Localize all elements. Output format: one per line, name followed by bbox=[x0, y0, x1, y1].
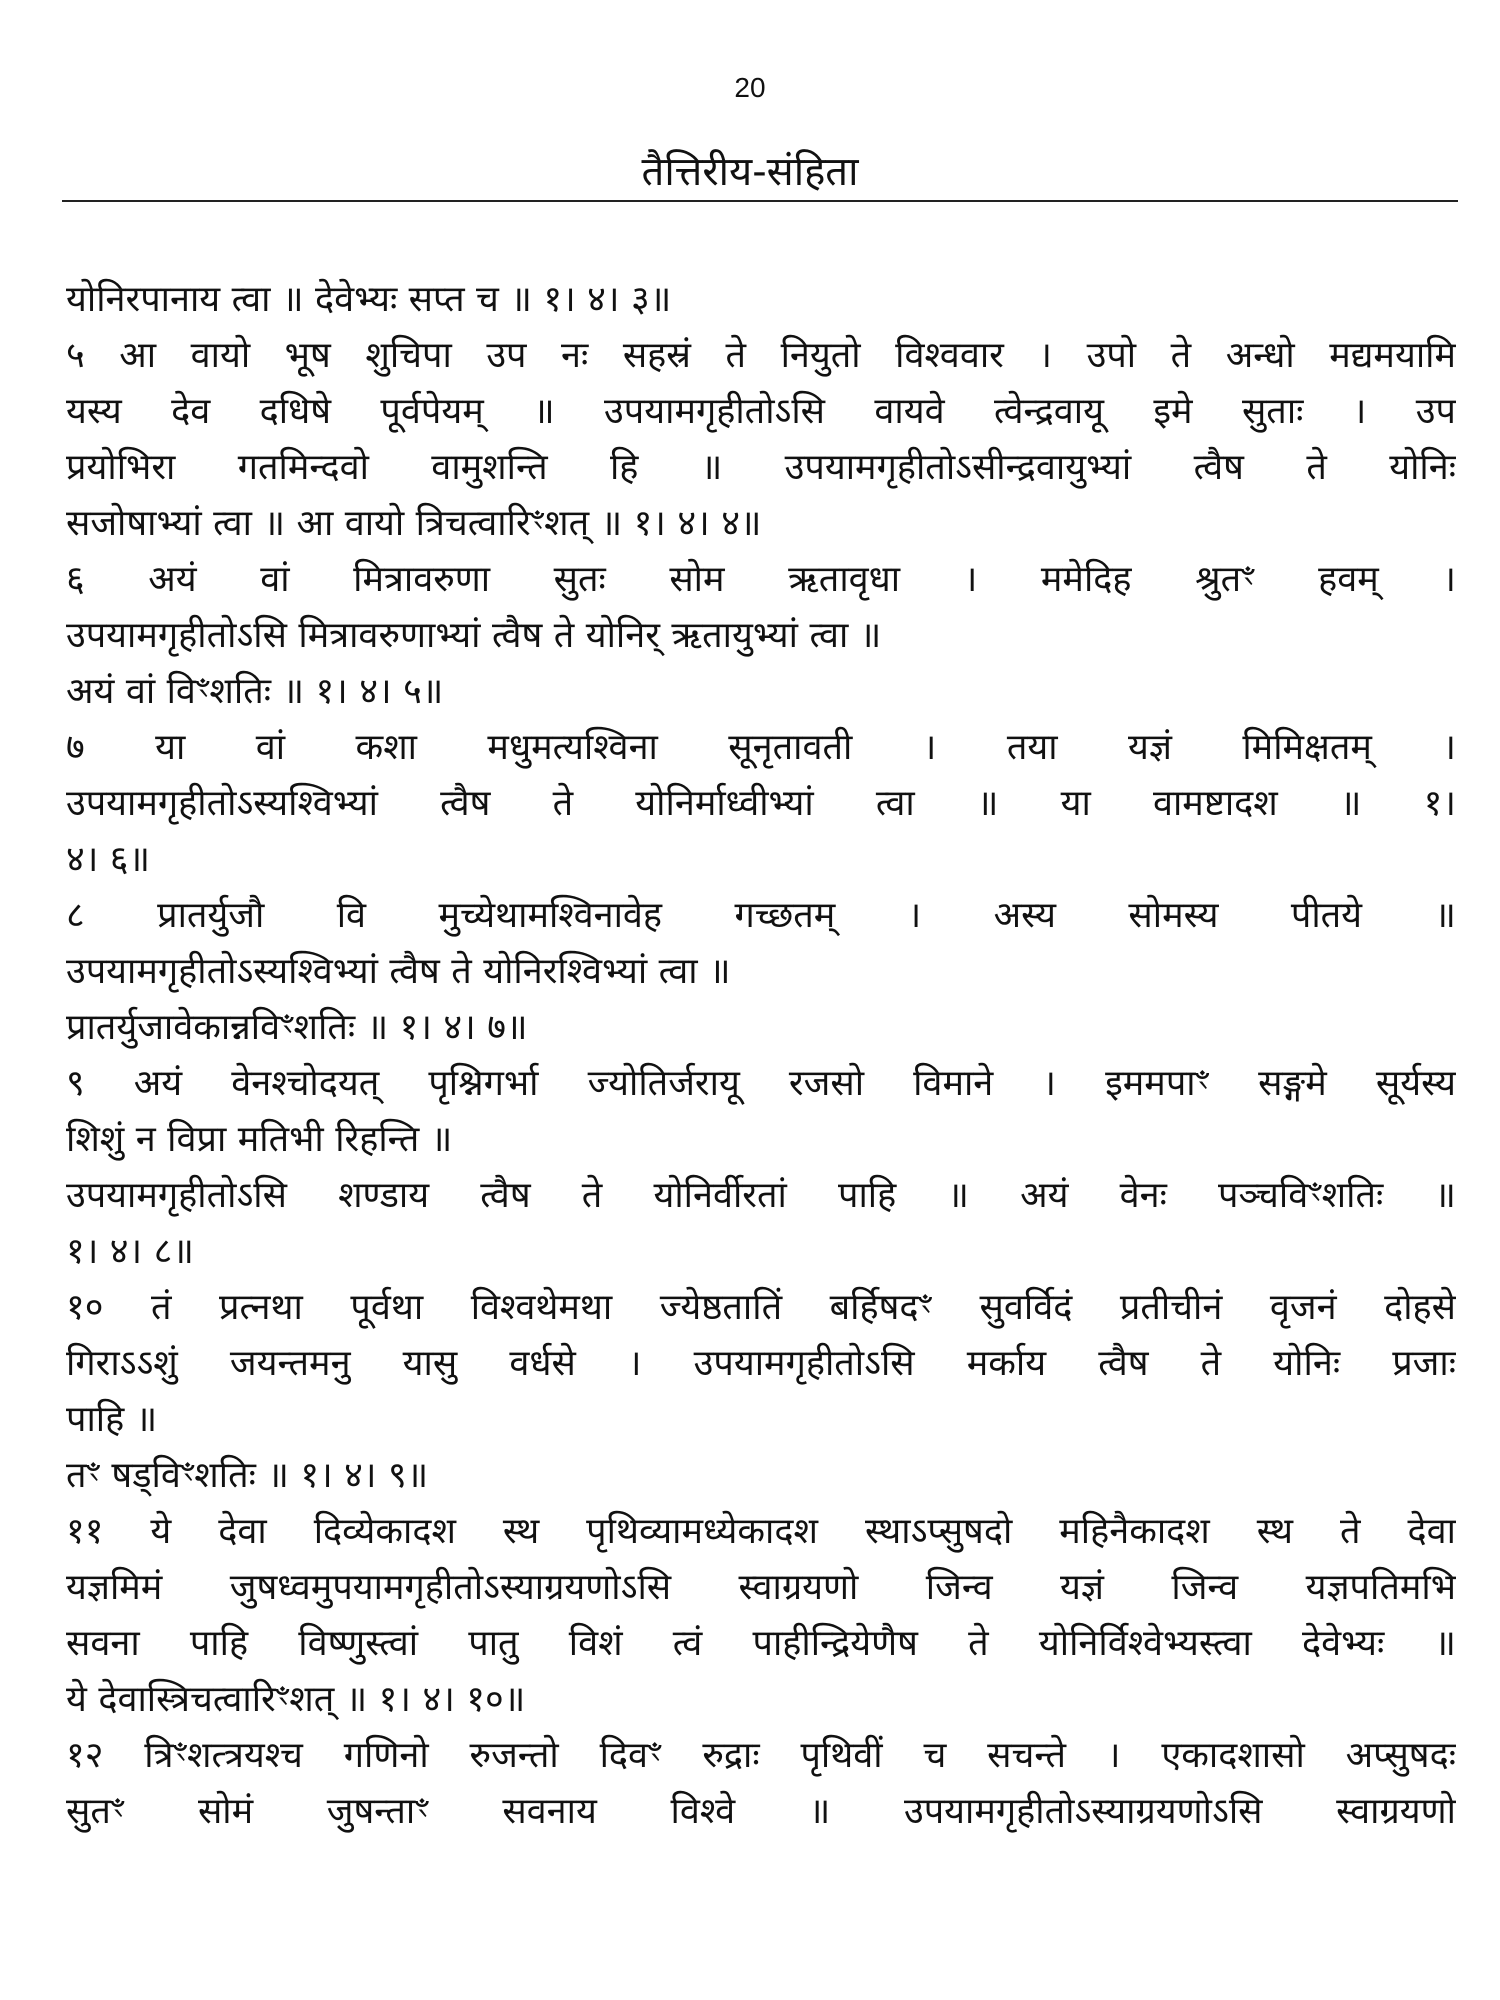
text-line: तꣳ षड्विꣳशतिः ॥ १। ४। ९॥ bbox=[66, 1455, 429, 1496]
text-line: १२ त्रिꣳशत्त्रयश्च गणिनो रुजन्तो दिवꣳ रुद्राः पृथिवीं च सचन्ते । एकादशासो अप्सुषदः bbox=[66, 1735, 1456, 1776]
text-line: १० तं प्रत्नथा पूर्वथा विश्वथेमथा ज्येष्ठतातिं बर्हिषदꣳ सुवर्विदं प्रतीचीनं वृजनं दोहसे bbox=[66, 1287, 1456, 1328]
text-line: ५ आ वायो भूष शुचिपा उप नः सहस्रं ते नियुतो विश्ववार । उपो ते अन्धो मद्यमयामि bbox=[66, 335, 1456, 376]
page-title: तैत्तिरीय-संहिता bbox=[641, 149, 859, 195]
text-line: अयं वां विꣳशतिः ॥ १। ४। ५॥ bbox=[66, 671, 444, 712]
text-line: ११ ये देवा दिव्येकादश स्थ पृथिव्यामध्येकादश स्थाऽप्सुषदो महिनैकादश स्थ ते देवा bbox=[66, 1511, 1456, 1552]
page-number: 20 bbox=[734, 72, 766, 103]
text-line: ९ अयं वेनश्चोदयत् पृश्निगर्भा ज्योतिर्जरायू रजसो विमाने । इममपाꣳ सङ्गमे सूर्यस्य bbox=[66, 1063, 1456, 1104]
text-line: यज्ञमिमं जुषध्वमुपयामगृहीतोऽस्याग्रयणोऽसि स्वाग्रयणो जिन्व यज्ञं जिन्व यज्ञपतिमभि bbox=[66, 1567, 1456, 1608]
text-line: यस्य देव दधिषे पूर्वपेयम् ॥ उपयामगृहीतोऽसि वायवे त्वेन्द्रवायू इमे सुताः । उप bbox=[66, 391, 1456, 432]
text-line: गिराऽऽशुं जयन्तमनु यासु वर्धसे । उपयामगृहीतोऽसि मर्काय त्वैष ते योनिः प्रजाः bbox=[66, 1343, 1456, 1384]
text-line: उपयामगृहीतोऽस्यश्विभ्यां त्वैष ते योनिरश्विभ्यां त्वा ॥ bbox=[66, 951, 731, 992]
text-line: ६ अयं वां मित्रावरुणा सुतः सोम ऋतावृधा । ममेदिह श्रुतꣳ हवम् । bbox=[66, 559, 1456, 600]
text-line: उपयामगृहीतोऽस्यश्विभ्यां त्वैष ते योनिर्माध्वीभ्यां त्वा ॥ या वामष्टादश ॥ १। bbox=[66, 783, 1456, 824]
text-line: उपयामगृहीतोऽसि मित्रावरुणाभ्यां त्वैष ते योनिर् ऋतायुभ्यां त्वा ॥ bbox=[66, 615, 882, 656]
text-line: ये देवास्त्रिचत्वारिꣳशत् ॥ १। ४। १०॥ bbox=[66, 1679, 526, 1720]
text-line: सजोषाभ्यां त्वा ॥ आ वायो त्रिचत्वारिꣳशत् ॥ १। ४। ४॥ bbox=[66, 503, 762, 544]
text-line: ७ या वां कशा मधुमत्यश्विना सूनृतावती । तया यज्ञं मिमिक्षतम् । bbox=[66, 727, 1456, 768]
text-line: सवना पाहि विष्णुस्त्वां पातु विशं त्वं पाहीन्द्रियेणैष ते योनिर्विश्वेभ्यस्त्वा देवेभ्यः ॥ bbox=[66, 1623, 1456, 1664]
text-line: योनिरपानाय त्वा ॥ देवेभ्यः सप्त च ॥ १। ४। ३॥ bbox=[66, 279, 672, 320]
text-line: ४। ६॥ bbox=[66, 839, 151, 880]
text-line: प्रयोभिरा गतमिन्दवो वामुशन्ति हि ॥ उपयामगृहीतोऽसीन्द्रवायुभ्यां त्वैष ते योनिः bbox=[66, 447, 1456, 488]
header-divider bbox=[62, 200, 1458, 202]
verse-body bbox=[66, 272, 1456, 1840]
text-line: सुतꣳ सोमं जुषन्ताꣳ सवनाय विश्वे ॥ उपयामगृहीतोऽस्याग्रयणोऽसि स्वाग्रयणो bbox=[66, 1791, 1456, 1832]
text-line: ८ प्रातर्युजौ वि मुच्येथामश्विनावेह गच्छतम् । अस्य सोमस्य पीतये ॥ bbox=[66, 895, 1456, 936]
text-line: उपयामगृहीतोऽसि शण्डाय त्वैष ते योनिर्वीरतां पाहि ॥ अयं वेनः पञ्चविꣳशतिः ॥ bbox=[66, 1175, 1456, 1216]
text-line: शिशुं न विप्रा मतिभी रिहन्ति ॥ bbox=[66, 1119, 453, 1160]
text-line: प्रातर्युजावेकान्नविꣳशतिः ॥ १। ४। ७॥ bbox=[66, 1007, 528, 1048]
text-line: पाहि ॥ bbox=[66, 1399, 158, 1440]
text-line: १। ४। ८॥ bbox=[66, 1231, 194, 1272]
